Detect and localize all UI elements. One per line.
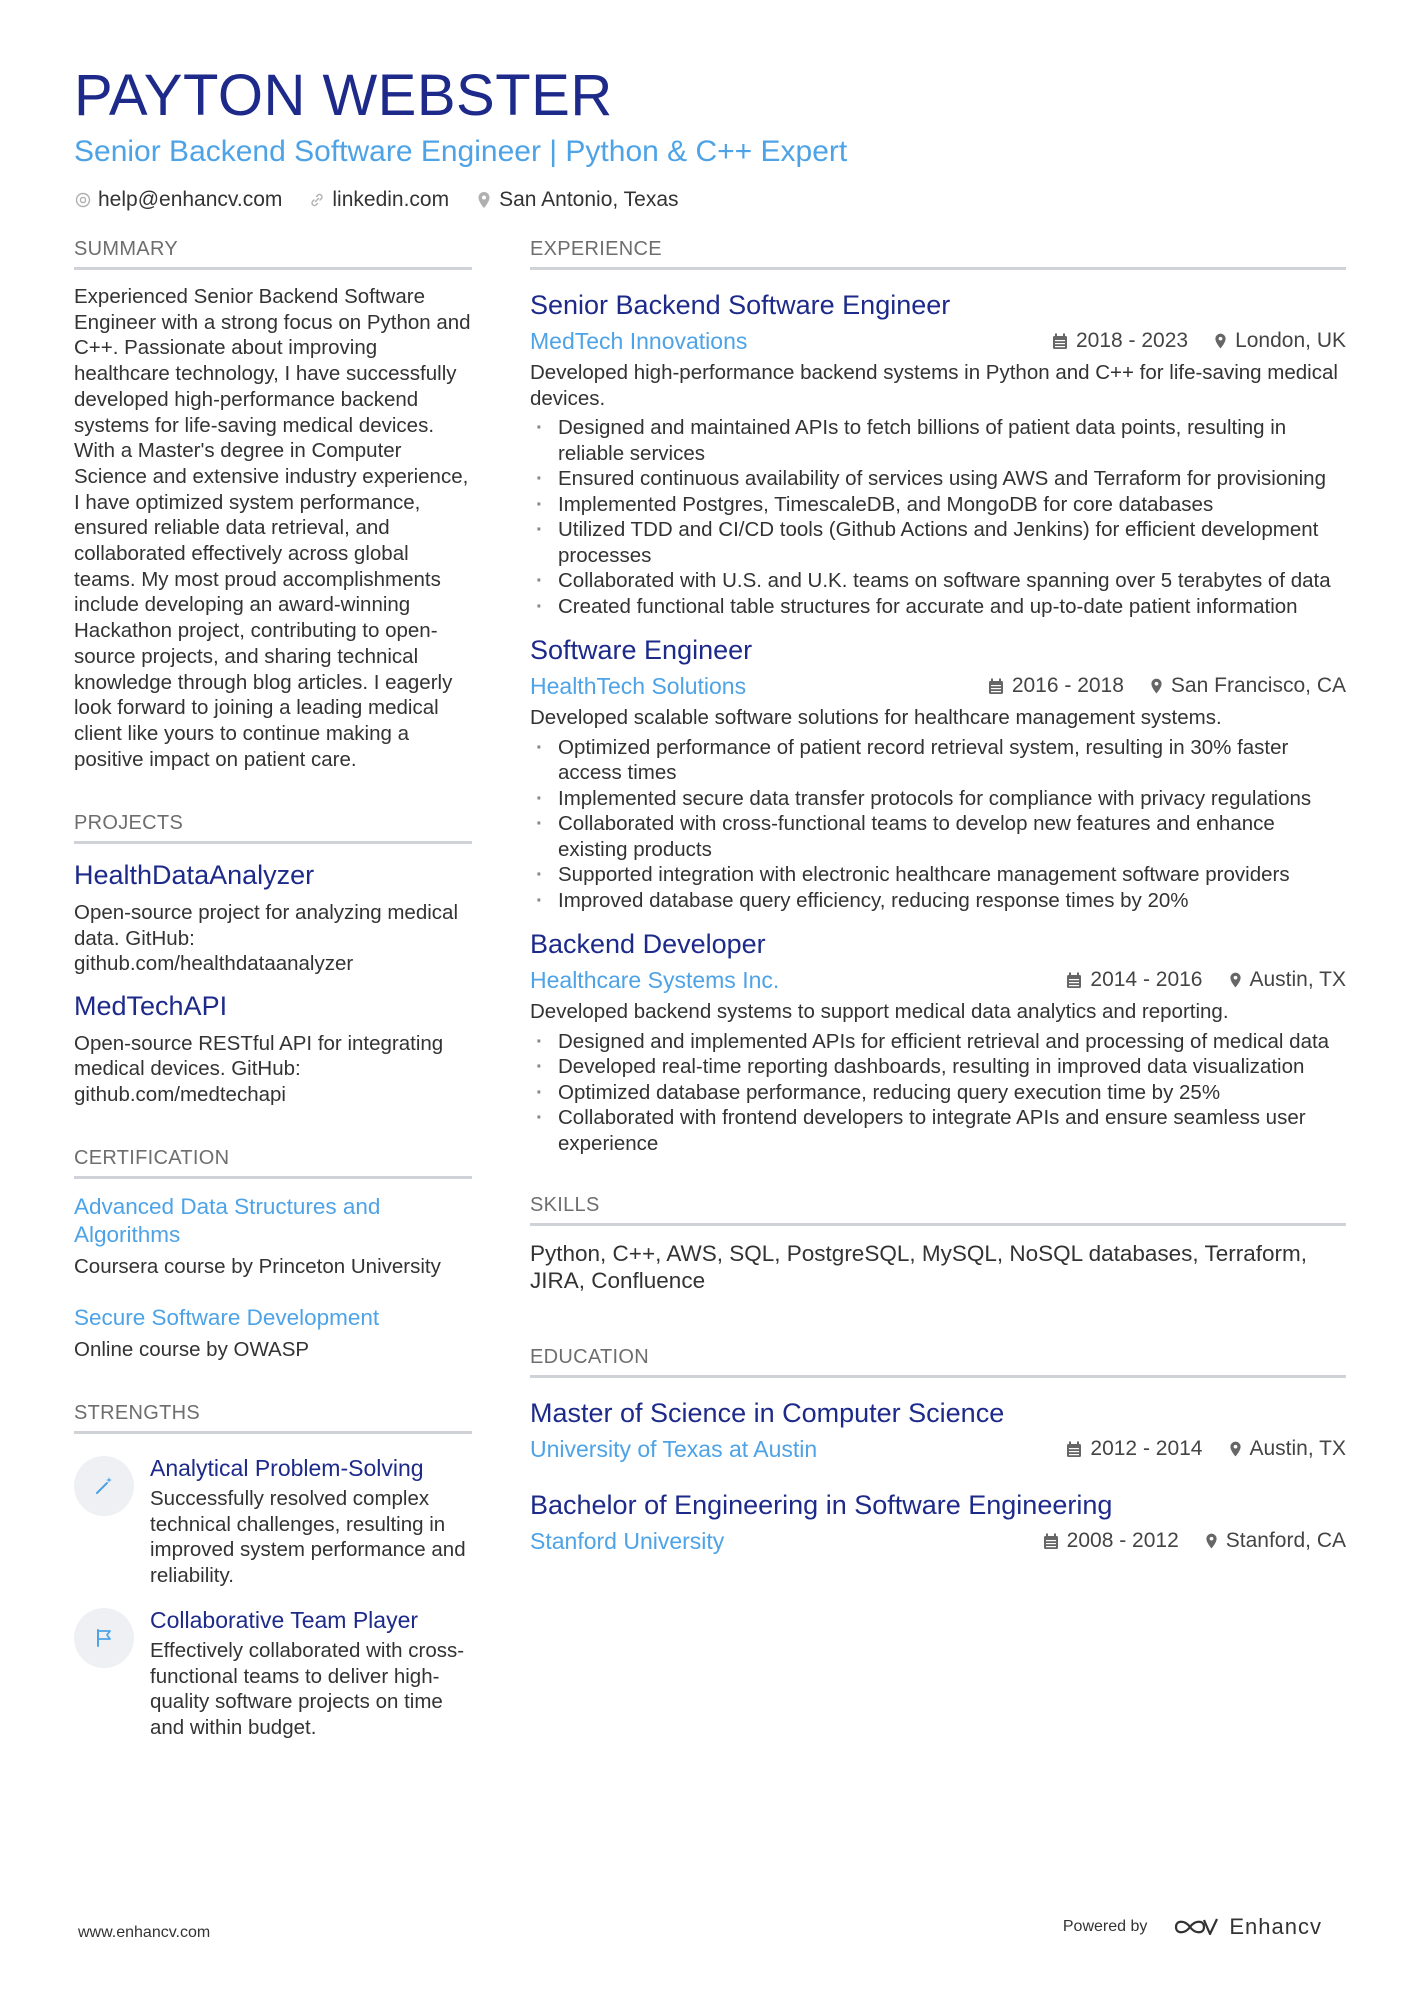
- location-icon: [1150, 677, 1163, 695]
- job-bullet: · Created functional table structures for accurate and up-to-date patient information: [530, 594, 1346, 620]
- job-entry: [530, 633, 1346, 913]
- calendar-icon: [1066, 1441, 1082, 1458]
- project-desc: Open-source RESTful API for integrating medical devices. GitHub: github.com/medtechapi: [74, 1031, 444, 1106]
- location-icon: [1229, 971, 1242, 989]
- job-dates: [1066, 968, 1202, 992]
- job-bullet: · Designed and implemented APIs for efficient retrieval and processing of medical data: [530, 1029, 1346, 1055]
- job-location: [1214, 329, 1346, 353]
- contact-location-text: San Antonio, Texas: [499, 188, 679, 211]
- strength-desc: Effectively collaborated with cross-functional teams to deliver high-quality software projects on time and within budget.: [150, 1639, 465, 1739]
- job-bullet: · Designed and maintained APIs to fetch billions of patient data points, resulting in reliable services: [530, 415, 1346, 466]
- calendar-icon: [988, 678, 1004, 695]
- cert-title: Secure Software Development: [74, 1304, 380, 1330]
- job-desc: Developed scalable software solutions for healthcare management systems.: [530, 706, 1222, 729]
- job-desc: Developed high-performance backend systems in Python and C++ for life-saving medical devices.: [530, 361, 1338, 410]
- enhancv-brand-text: Enhancv: [1229, 1914, 1322, 1939]
- job-bullet: · Ensured continuous availability of services using AWS and Terraform for provisioning: [530, 466, 1346, 492]
- candidate-title: Senior Backend Software Engineer | Python & C++ Expert: [74, 135, 848, 168]
- project-title: HealthDataAnalyzer: [74, 860, 315, 891]
- job-bullet: · Optimized performance of patient record retrieval system, resulting in 30% faster access times: [530, 735, 1346, 786]
- job-location: [1150, 674, 1346, 698]
- job-location: [1229, 968, 1347, 992]
- contact-email[interactable]: [74, 188, 282, 212]
- cert-item: [74, 1193, 472, 1280]
- enhancv-logo-icon: [1173, 1916, 1219, 1938]
- summary-heading: SUMMARY: [74, 238, 472, 270]
- enhancv-logo[interactable]: [1173, 1914, 1322, 1940]
- strength-desc: Successfully resolved complex technical challenges, resulting in improved system performance and reliability.: [150, 1487, 466, 1587]
- job-dates-text: 2016 - 2018: [1011, 674, 1124, 697]
- job-bullets: [530, 735, 1346, 914]
- job-bullet: · Utilized TDD and CI/CD tools (Github Actions and Jenkins) for efficient development processes: [530, 517, 1346, 568]
- magic-wand-icon: [74, 1456, 134, 1516]
- edu-location-text: Stanford, CA: [1225, 1529, 1346, 1552]
- project-desc: Open-source project for analyzing medical data. GitHub: github.com/healthdataanalyzer: [74, 901, 458, 976]
- job-title: Software Engineer: [530, 635, 753, 665]
- job-desc: Developed backend systems to support medical data analytics and reporting.: [530, 1000, 1229, 1023]
- job-title: Senior Backend Software Engineer: [530, 290, 951, 320]
- strength-title: Analytical Problem-Solving: [150, 1455, 424, 1482]
- skills-heading: SKILLS: [530, 1194, 1346, 1226]
- calendar-icon: [1043, 1533, 1059, 1550]
- education-entry: [530, 1488, 1346, 1556]
- job-bullets: [530, 1029, 1346, 1157]
- cert-desc: Coursera course by Princeton University: [74, 1255, 441, 1279]
- powered-by-text: Powered by: [1062, 1918, 1148, 1935]
- job-title: Backend Developer: [530, 929, 766, 959]
- projects-heading: PROJECTS: [74, 812, 472, 844]
- job-bullet: · Collaborated with frontend developers to integrate APIs and ensure seamless user experience: [530, 1105, 1346, 1156]
- job-bullet: · Implemented Postgres, TimescaleDB, and MongoDB for core databases: [530, 492, 1346, 518]
- school-name: Stanford University: [530, 1528, 725, 1554]
- job-dates: [1052, 329, 1188, 353]
- job-bullet: · Optimized database performance, reducing query execution time by 25%: [530, 1080, 1346, 1106]
- location-icon: [1214, 332, 1227, 350]
- job-bullets: [530, 415, 1346, 619]
- location-icon: [1205, 1532, 1218, 1550]
- cert-title: Advanced Data Structures and Algorithms: [74, 1194, 381, 1248]
- strength-item: [74, 1454, 472, 1588]
- edu-dates-text: 2012 - 2014: [1090, 1437, 1203, 1460]
- job-bullet: · Improved database query efficiency, reducing response times by 20%: [530, 888, 1346, 914]
- flag-icon: [74, 1608, 134, 1668]
- certification-heading: CERTIFICATION: [74, 1147, 472, 1179]
- experience-heading: EXPERIENCE: [530, 238, 1346, 270]
- strength-item: [74, 1606, 472, 1740]
- job-dates-text: 2014 - 2016: [1090, 968, 1203, 991]
- job-bullet: · Developed real-time reporting dashboards, resulting in improved data visualization: [530, 1054, 1346, 1080]
- footer-website[interactable]: www.enhancv.com: [78, 1924, 211, 1941]
- job-bullet: · Collaborated with U.S. and U.K. teams on software spanning over 5 terabytes of data: [530, 568, 1346, 594]
- at-icon: [74, 191, 92, 209]
- edu-location-text: Austin, TX: [1249, 1437, 1346, 1460]
- edu-dates-text: 2008 - 2012: [1066, 1529, 1179, 1552]
- edu-location: [1229, 1437, 1347, 1461]
- job-location-text: San Francisco, CA: [1170, 674, 1346, 697]
- link-icon: [308, 191, 326, 209]
- project-title: MedTechAPI: [74, 990, 228, 1021]
- project-item: [74, 989, 472, 1108]
- job-entry: [530, 927, 1346, 1156]
- edu-dates: [1066, 1437, 1202, 1461]
- job-location-text: London, UK: [1235, 329, 1346, 352]
- project-item: [74, 858, 472, 977]
- degree-title: Bachelor of Engineering in Software Engineering: [530, 1490, 1113, 1520]
- job-dates-text: 2018 - 2023: [1075, 329, 1189, 352]
- calendar-icon: [1052, 333, 1068, 350]
- cert-desc: Online course by OWASP: [74, 1337, 310, 1361]
- summary-text: Experienced Senior Backend Software Engineer with a strong focus on Python and C++. Passionate about improving healthcare technology, I have successfully developed high-performance backend systems for life-saving medical devices. With a Master's degree in Computer Science and extensive industry experience, I have optimized system performance, ensured reliable data retrieval, and collaborated effectively across global teams. My most proud accomplishments include developing an award-winning Hackathon project, contributing to open-source projects, and sharing technical knowledge through blog articles. I eagerly look forward to joining a leading medical client like yours to continue making a positive impact on patient care.: [74, 285, 471, 771]
- strength-title: Collaborative Team Player: [150, 1607, 419, 1634]
- contact-linkedin[interactable]: [308, 188, 449, 212]
- company-name: HealthTech Solutions: [530, 673, 747, 699]
- company-name: MedTech Innovations: [530, 328, 748, 354]
- education-heading: EDUCATION: [530, 1346, 1346, 1378]
- job-dates: [988, 674, 1124, 698]
- job-entry: [530, 288, 1346, 619]
- left-column: [74, 238, 472, 1758]
- edu-dates: [1043, 1529, 1179, 1553]
- contact-email-text: help@enhancv.com: [98, 188, 283, 211]
- school-name: University of Texas at Austin: [530, 1436, 818, 1462]
- job-location-text: Austin, TX: [1249, 968, 1346, 991]
- edu-location: [1205, 1529, 1346, 1553]
- degree-title: Master of Science in Computer Science: [530, 1398, 1005, 1428]
- job-bullet: · Collaborated with cross-functional teams to develop new features and enhance existing products: [530, 811, 1346, 862]
- candidate-name: PAYTON WEBSTER: [74, 63, 613, 128]
- resume-header: [74, 62, 1344, 212]
- strengths-heading: STRENGTHS: [74, 1402, 472, 1434]
- job-bullet: · Implemented secure data transfer protocols for compliance with privacy regulations: [530, 786, 1346, 812]
- location-icon: [475, 191, 493, 209]
- job-bullet: · Supported integration with electronic healthcare management software providers: [530, 862, 1346, 888]
- education-entry: [530, 1396, 1346, 1464]
- contact-list: [74, 188, 1344, 212]
- contact-location: [475, 188, 678, 212]
- skills-text: Python, C++, AWS, SQL, PostgreSQL, MySQL, NoSQL databases, Terraform, JIRA, Confluence: [530, 1241, 1308, 1293]
- right-column: [530, 238, 1346, 1570]
- company-name: Healthcare Systems Inc.: [530, 967, 780, 993]
- calendar-icon: [1066, 972, 1082, 989]
- contact-linkedin-text: linkedin.com: [332, 188, 450, 211]
- location-icon: [1229, 1440, 1242, 1458]
- cert-item: [74, 1304, 472, 1363]
- footer-branding: [1063, 1914, 1322, 1940]
